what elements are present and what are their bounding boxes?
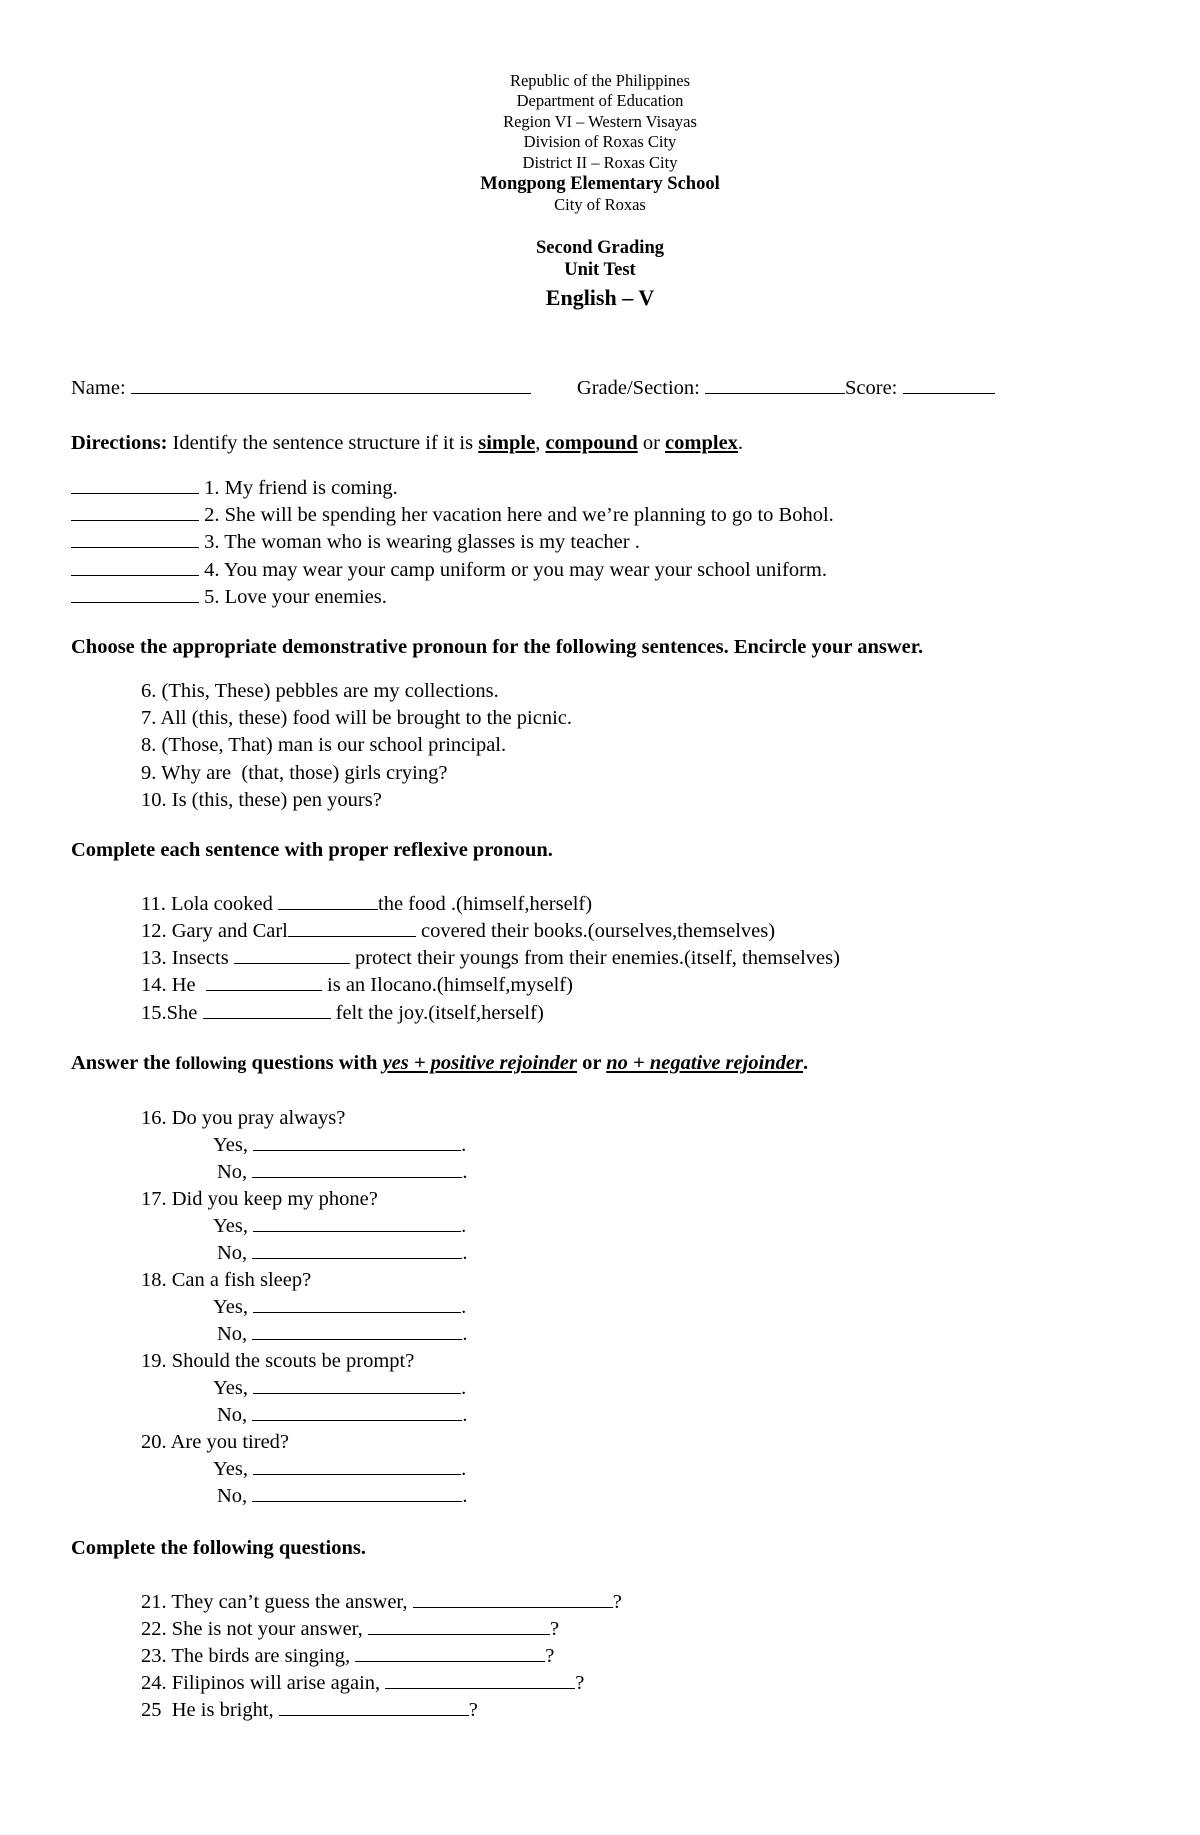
- list-item: 2. She will be spending her vacation here and we’re planning to go to Bohol.: [71, 502, 834, 528]
- part2-instruction: Choose the appropriate demonstrative pronoun for the following sentences. Encircle your answer.: [71, 636, 924, 658]
- answer-blank[interactable]: [278, 891, 378, 910]
- list-item: 23. The birds are singing, ?: [141, 1645, 555, 1667]
- title-unit-test: Unit Test: [564, 260, 636, 280]
- part1-directions: Directions: Identify the sentence structure if it is simple, compound or complex.: [71, 432, 744, 454]
- answer-blank[interactable]: [368, 1616, 550, 1635]
- school-header: [0, 71, 1200, 215]
- header-district: District II – Roxas City: [522, 152, 678, 172]
- header-region: Region VI – Western Visayas: [503, 111, 697, 131]
- directions-label: Directions:: [71, 432, 168, 454]
- list-item: 4. You may wear your camp uniform or you may wear your school uniform.: [71, 557, 827, 583]
- no-answer-row: No, .: [217, 1323, 468, 1345]
- name-label: Name:: [71, 377, 131, 399]
- score-blank[interactable]: [903, 375, 995, 394]
- answer-blank[interactable]: [252, 1159, 462, 1178]
- answer-blank[interactable]: [71, 475, 199, 494]
- list-item: 12. Gary and Carl covered their books.(ourselves,themselves): [141, 920, 776, 942]
- option-compound: compound: [545, 432, 638, 454]
- list-item: 8. (Those, That) man is our school principal.: [141, 734, 507, 756]
- list-item: 1. My friend is coming.: [71, 475, 398, 501]
- part5-instruction: Complete the following questions.: [71, 1537, 366, 1559]
- yes-answer-row: Yes, .: [213, 1377, 467, 1399]
- list-item: 24. Filipinos will arise again, ?: [141, 1672, 585, 1694]
- part4-instruction: Answer the following questions with yes + positive rejoinder or no + negative rejoinder.: [71, 1052, 809, 1074]
- answer-blank[interactable]: [206, 972, 322, 991]
- part3-instruction: Complete each sentence with proper reflexive pronoun.: [71, 839, 553, 861]
- answer-blank[interactable]: [203, 1000, 331, 1019]
- answer-blank[interactable]: [252, 1240, 462, 1259]
- list-item: 11. Lola cooked the food .(himself,herself): [141, 893, 593, 915]
- list-item: 21. They can’t guess the answer, ?: [141, 1591, 622, 1613]
- answer-blank[interactable]: [413, 1589, 613, 1608]
- answer-blank[interactable]: [253, 1294, 461, 1313]
- answer-blank[interactable]: [252, 1321, 462, 1340]
- no-answer-row: No, .: [217, 1485, 468, 1507]
- grade-section-label: Grade/Section:: [576, 377, 705, 399]
- answer-blank[interactable]: [71, 529, 199, 548]
- answer-blank[interactable]: [385, 1670, 575, 1689]
- name-blank[interactable]: [131, 375, 531, 394]
- list-item: 9. Why are (that, those) girls crying?: [141, 762, 448, 784]
- answer-blank[interactable]: [355, 1643, 545, 1662]
- header-city: City of Roxas: [554, 194, 646, 214]
- list-item: 14. He is an Ilocano.(himself,myself): [141, 974, 573, 996]
- answer-blank[interactable]: [253, 1132, 461, 1151]
- no-answer-row: No, .: [217, 1242, 468, 1264]
- answer-blank[interactable]: [288, 918, 416, 937]
- option-complex: complex: [665, 432, 738, 454]
- question-19: 19. Should the scouts be prompt?: [141, 1350, 415, 1372]
- option-simple: simple: [478, 432, 536, 454]
- answer-blank[interactable]: [71, 502, 199, 521]
- list-item: 10. Is (this, these) pen yours?: [141, 789, 382, 811]
- header-department: Department of Education: [516, 91, 684, 111]
- answer-blank[interactable]: [252, 1402, 462, 1421]
- header-school-name: Mongpong Elementary School: [480, 173, 720, 194]
- answer-blank[interactable]: [279, 1697, 469, 1716]
- test-title: [0, 237, 1200, 312]
- question-20: 20. Are you tired?: [141, 1431, 290, 1453]
- no-answer-row: No, .: [217, 1404, 468, 1426]
- title-grading: Second Grading: [536, 238, 664, 258]
- score-label: Score:: [845, 377, 903, 399]
- yes-answer-row: Yes, .: [213, 1296, 467, 1318]
- yes-answer-row: Yes, .: [213, 1134, 467, 1156]
- answer-blank[interactable]: [253, 1456, 461, 1475]
- list-item: 5. Love your enemies.: [71, 584, 387, 610]
- header-republic: Republic of the Philippines: [509, 71, 691, 90]
- title-subject: English – V: [545, 285, 655, 310]
- yes-rejoinder-label: yes + positive rejoinder: [382, 1052, 578, 1074]
- question-18: 18. Can a fish sleep?: [141, 1269, 312, 1291]
- list-item: 13. Insects protect their youngs from their enemies.(itself, themselves): [141, 947, 840, 969]
- answer-blank[interactable]: [253, 1213, 461, 1232]
- list-item: 15.She felt the joy.(itself,herself): [141, 1002, 544, 1024]
- list-item: 7. All (this, these) food will be brought to the picnic.: [141, 707, 573, 729]
- answer-blank[interactable]: [71, 557, 199, 576]
- grade-section-blank[interactable]: [705, 375, 845, 394]
- list-item: 6. (This, These) pebbles are my collections.: [141, 680, 499, 702]
- no-rejoinder-label: no + negative rejoinder: [606, 1052, 803, 1074]
- no-answer-row: No, .: [217, 1161, 468, 1183]
- answer-blank[interactable]: [71, 584, 199, 603]
- answer-blank[interactable]: [252, 1483, 462, 1502]
- answer-blank[interactable]: [253, 1375, 461, 1394]
- answer-blank[interactable]: [234, 945, 350, 964]
- question-17: 17. Did you keep my phone?: [141, 1188, 378, 1210]
- header-division: Division of Roxas City: [523, 132, 677, 152]
- list-item: 25 He is bright, ?: [141, 1699, 478, 1721]
- student-info-row: [71, 375, 995, 401]
- yes-answer-row: Yes, .: [213, 1215, 467, 1237]
- question-16: 16. Do you pray always?: [141, 1107, 346, 1129]
- list-item: 3. The woman who is wearing glasses is my teacher .: [71, 529, 640, 555]
- yes-answer-row: Yes, .: [213, 1458, 467, 1480]
- list-item: 22. She is not your answer, ?: [141, 1618, 560, 1640]
